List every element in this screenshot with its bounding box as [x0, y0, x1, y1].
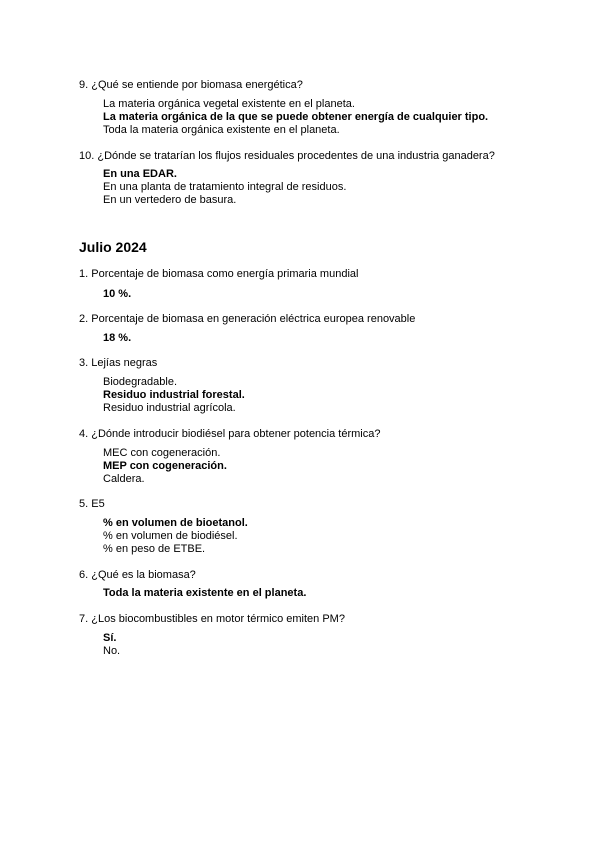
question-text: E5	[91, 498, 105, 510]
options-q10	[103, 168, 346, 207]
question-10	[79, 150, 495, 163]
question-text: Porcentaje de biomasa como energía primaria mundial	[91, 268, 359, 280]
answer-option: Residuo industrial agrícola.	[103, 402, 236, 414]
options-q7	[103, 632, 120, 658]
answer-option: No.	[103, 645, 121, 657]
answer-option: La materia orgánica vegetal existente en el planeta.	[103, 98, 355, 110]
question-number: 3.	[79, 357, 89, 369]
correct-answer-option: 10 %.	[103, 288, 132, 300]
correct-answer-option: MEP con cogeneración.	[103, 460, 227, 472]
question-number: 6.	[79, 569, 89, 581]
options-q4	[103, 447, 227, 486]
question-number: 2.	[79, 313, 89, 325]
question-number: 4.	[79, 428, 89, 440]
options-q2	[103, 332, 131, 345]
question-3	[79, 357, 157, 370]
question-9	[79, 79, 303, 92]
question-text: ¿Qué se entiende por biomasa energética?	[91, 79, 303, 91]
question-text: ¿Los biocombustibles en motor térmico emiten PM?	[91, 613, 345, 625]
question-number: 10.	[79, 150, 95, 162]
answer-option: En una planta de tratamiento integral de residuos.	[103, 181, 347, 193]
correct-answer-option: Toda la materia existente en el planeta.	[103, 587, 307, 599]
correct-answer-option: Residuo industrial forestal.	[103, 389, 245, 401]
options-q5	[103, 517, 248, 556]
question-number: 1.	[79, 268, 89, 280]
answer-option: MEC con cogeneración.	[103, 447, 221, 459]
answer-option: Toda la materia orgánica existente en el planeta.	[103, 124, 340, 136]
question-number: 5.	[79, 498, 89, 510]
question-text: ¿Dónde se tratarían los flujos residuales procedentes de una industria ganadera?	[97, 150, 495, 162]
question-text: ¿Qué es la biomasa?	[91, 569, 196, 581]
answer-option: Caldera.	[103, 473, 145, 485]
answer-option: % en peso de ETBE.	[103, 543, 206, 555]
correct-answer-option: En una EDAR.	[103, 168, 177, 180]
answer-option: Biodegradable.	[103, 376, 178, 388]
question-6	[79, 569, 196, 582]
answer-option: % en volumen de biodiésel.	[103, 530, 238, 542]
answer-option: En un vertedero de basura.	[103, 194, 237, 206]
question-text: Lejías negras	[91, 357, 158, 369]
question-4	[79, 428, 380, 441]
question-number: 7.	[79, 613, 89, 625]
question-7	[79, 613, 345, 626]
correct-answer-option: % en volumen de bioetanol.	[103, 517, 248, 529]
question-text: ¿Dónde introducir biodiésel para obtener potencia térmica?	[91, 428, 381, 440]
question-text: Porcentaje de biomasa en generación eléctrica europea renovable	[91, 313, 416, 325]
options-q1	[103, 288, 131, 301]
correct-answer-option: 18 %.	[103, 332, 132, 344]
question-2	[79, 313, 415, 326]
options-q3	[103, 376, 245, 415]
question-1	[79, 268, 358, 281]
correct-answer-option: La materia orgánica de la que se puede obtener energía de cualquier tipo.	[103, 111, 489, 123]
options-q9	[103, 98, 488, 137]
correct-answer-option: Sí.	[103, 632, 117, 644]
question-5	[79, 498, 105, 511]
question-number: 9.	[79, 79, 89, 91]
section-title: Julio 2024	[79, 239, 147, 255]
options-q6	[103, 587, 306, 600]
